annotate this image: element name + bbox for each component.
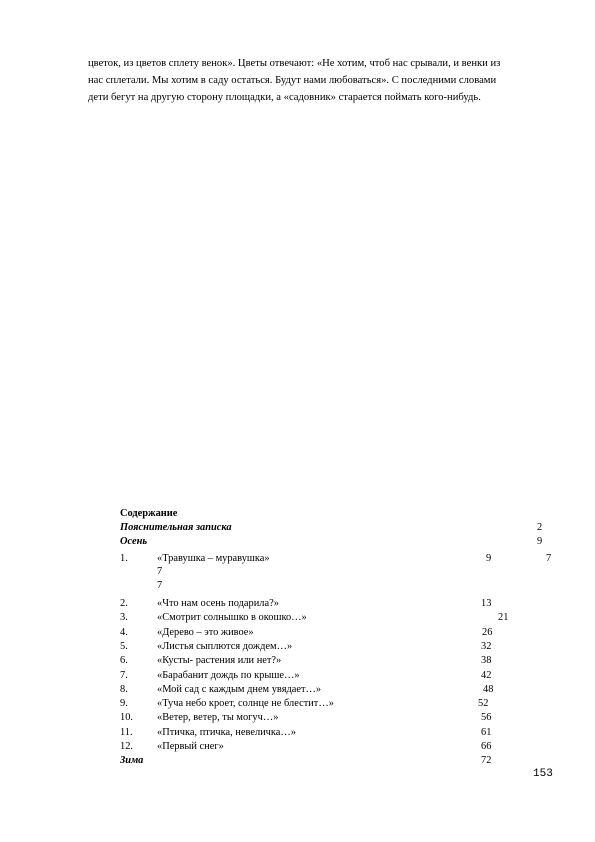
toc-item-page: 52 — [478, 698, 489, 709]
toc-heading: Содержание — [120, 508, 178, 519]
toc-item-number: 3. — [120, 612, 128, 623]
toc-item-title: «Смотрит солнышко в окошко…» — [157, 612, 307, 623]
toc-item-page: 9 — [486, 553, 492, 564]
toc-item-number: 11. — [120, 727, 133, 738]
toc-item-page: 48 — [483, 684, 494, 695]
toc-item-number: 8. — [120, 684, 128, 695]
toc-item-number: 4. — [120, 627, 128, 638]
body-paragraph — [88, 55, 558, 106]
toc-item-page: 61 — [481, 727, 492, 738]
toc-item-title: «Дерево – это живое» — [157, 627, 254, 638]
toc-item-number: 7. — [120, 670, 128, 681]
toc-item-number: 12. — [120, 741, 133, 752]
toc-winter-page: 72 — [481, 755, 492, 766]
toc-item-number: 6. — [120, 655, 128, 666]
toc-item-page: 32 — [481, 641, 492, 652]
toc-item-title: 7 — [157, 566, 163, 577]
toc-item-page: 21 — [498, 612, 509, 623]
toc-item-title: 7 — [157, 580, 163, 591]
toc-item-page: 13 — [481, 598, 492, 609]
toc-item-page: 42 — [481, 670, 492, 681]
toc-item-title: «Ветер, ветер, ты могуч…» — [157, 712, 279, 723]
page-number: 153 — [533, 768, 553, 780]
toc-item-number: 10. — [120, 712, 133, 723]
toc-item-extra: 7 — [546, 553, 552, 564]
toc-item-page: 66 — [481, 741, 492, 752]
toc-item-number: 1. — [120, 553, 128, 564]
toc-intro-label: Пояснительная записка — [120, 522, 232, 533]
toc-autumn-label: Осень — [120, 536, 148, 547]
toc-winter-label: Зима — [120, 755, 144, 766]
toc-autumn-page: 9 — [537, 536, 543, 547]
toc-item-title: «Птичка, птичка, невеличка…» — [157, 727, 296, 738]
toc-item-title: «Первый снег» — [157, 741, 224, 752]
toc-item-title: «Барабанит дождь по крыше…» — [157, 670, 300, 681]
toc-item-title: «Мой сад с каждым днем увядает…» — [157, 684, 322, 695]
toc-item-title: «Листья сыплются дождем…» — [157, 641, 293, 652]
toc-intro-page: 2 — [537, 522, 543, 533]
paragraph-line: нас сплетали. Мы хотим в саду остаться. Будут нами любоваться». С последними словами — [88, 75, 497, 86]
toc-item-title: «Что нам осень подарила?» — [157, 598, 279, 609]
paragraph-line: дети бегут на другую сторону площадки, а «садовник» старается поймать кого-нибудь. — [88, 92, 481, 103]
toc-item-number: 5. — [120, 641, 128, 652]
toc-item-number: 2. — [120, 598, 128, 609]
toc-item-page: 56 — [481, 712, 492, 723]
toc-item-title: «Травушка – муравушка» — [157, 553, 270, 564]
toc-item-page: 26 — [482, 627, 493, 638]
toc-item-page: 38 — [481, 655, 492, 666]
paragraph-line: цветок, из цветов сплету венок». Цветы отвечают: «Не хотим, чтоб нас срывали, и венки из — [88, 58, 501, 69]
toc-item-title: «Туча небо кроет, солнце не блестит…» — [157, 698, 334, 709]
toc-item-title: «Кусты- растения или нет?» — [157, 655, 282, 666]
toc-item-number: 9. — [120, 698, 128, 709]
